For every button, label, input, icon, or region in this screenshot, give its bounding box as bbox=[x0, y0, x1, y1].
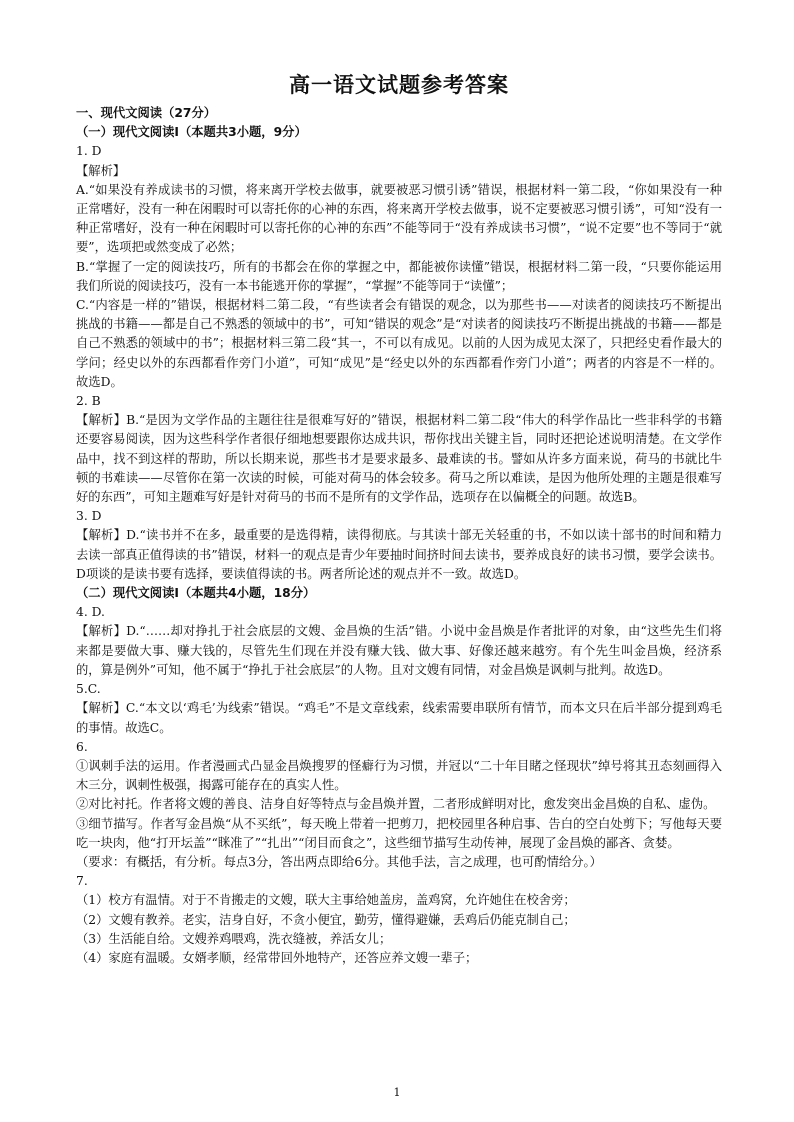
answer-line: 4. D. bbox=[76, 605, 105, 620]
answer-line: ①讽刺手法的运用。作者漫画式凸显金昌焕搜罗的怪癖行为习惯，并冠以“二十年目睹之怪现状”绰号将其丑态刻画得入木三分，讽刺性极强，揭露可能存在的真实人性。 bbox=[76, 758, 722, 793]
answer-line: 【解析】C.“本文以‘鸡毛’为线索”错误。“鸡毛”不是文章线索，线索需要串联所有情节，而本文只在后半部分提到鸡毛的事情。故选C。 bbox=[76, 701, 722, 735]
answer-line: 【解析】 bbox=[76, 163, 126, 178]
answer-line: 7. bbox=[76, 874, 88, 889]
answer-line: 一、现代文阅读（27分） bbox=[76, 106, 217, 120]
answer-line: （二）现代文阅读Ⅰ（本题共4小题，18分） bbox=[76, 586, 316, 601]
answer-body bbox=[76, 104, 722, 968]
answer-line: 6. bbox=[76, 739, 88, 754]
answer-line: ②对比衬托。作者将文嫂的善良、洁身自好等特点与金昌焕并置，二者形成鲜明对比，愈发突出金昌焕的自私、虚伪。 bbox=[76, 797, 716, 812]
answer-line: B.“掌握了一定的阅读技巧，所有的书都会在你的掌握之中，都能被你读懂”错误，根据材料二第一段，“只要你能运用我们所说的阅读技巧，没有一本书能逃开你的掌握”，“掌握”不能等同于“读懂”； bbox=[76, 259, 722, 293]
answer-line: 2. B bbox=[76, 394, 101, 409]
answer-line: ③细节描写。作者写金昌焕“从不买纸”，每天晚上带着一把剪刀，把校园里各种启事、告白的空白处剪下；写他每天要吃一块肉，他“打开坛盖”“眯准了”“扎出”“闭目而食之”，这些细节描写生动传神，展现了金昌焕的鄙吝、贪婪。 bbox=[76, 816, 722, 850]
answer-line: （1）校方有温情。对于不肯搬走的文嫂，联大主事给她盖房，盖鸡窝，允许她住在校舍旁； bbox=[76, 893, 576, 908]
answer-line: 【解析】B.“是因为文学作品的主题往往是很难写好的”错误，根据材料二第二段“伟大的科学作品比一些非科学的书籍还要容易阅读，因为这些科学作者很仔细地想要跟你达成共识，帮你找出关键主旨，同时还把论述说明清楚。在文学作品中，找不到这样的帮助，所以长期来说，那些书才是要求最多、最难读的书。譬如从许多方面来说，荷马的书就比牛顿的书难读——尽管你在第一次读的时候，可能对荷马的体会较多。荷马之所以难读，是因为他所处理的主题是很难写好的东西”，可知主题难写好是针对荷马的书而不是所有的文学作品，选项存在以偏概全的问题。故选B。 bbox=[76, 413, 722, 505]
answer-line: 3. D bbox=[76, 509, 102, 524]
answer-line: 1. D bbox=[76, 144, 102, 159]
answer-line: （4）家庭有温暖。女婿孝顺，经常带回外地特产，还答应养文嫂一辈子； bbox=[76, 950, 478, 965]
answer-line: （2）文嫂有教养。老实，洁身自好，不贪小便宜，勤劳，懂得避嫌，丢鸡后仍能克制自己； bbox=[76, 912, 576, 927]
answer-line: C.“内容是一样的”错误，根据材料二第二段，“有些读者会有错误的观念，以为那些书——对读者的阅读技巧不断提出挑战的书籍——都是自己不熟悉的领域中的书”，可知“错误的观念”是“对读者的阅读技巧不断提出挑战的书籍——都是自己不熟悉的领域中的书”；根据材料三第二段“其一，不可以有成见。以前的人因为成见太深了，只把经史看作最大的学问；经史以外的东西都看作旁门小道”，可知“成见”是“经史以外的东西都看作旁门小道”；两者的内容是不一样的。故选D。 bbox=[76, 298, 722, 389]
answer-line: 【解析】D.“……却对挣扎于社会底层的文嫂、金昌焕的生活”错。小说中金昌焕是作者批评的对象，由“这些先生们将来都是要做大事、赚大钱的，尽管先生们现在并没有赚大钱、做大事、好像还越来越穷。有个先生叫金昌焕，经济系的，算是例外”可知，他不属于“挣扎于社会底层”的人物。且对文嫂有同情，对金昌焕是讽刺与批判。故选D。 bbox=[76, 624, 722, 677]
page-number: 1 bbox=[393, 1086, 401, 1099]
answer-line: （一）现代文阅读Ⅰ（本题共3小题，9分） bbox=[76, 125, 307, 140]
answer-line: A.“如果没有养成读书的习惯，将来离开学校去做事，就要被恶习惯引诱”错误，根据材料一第二段，“你如果没有一种正常嗜好，没有一种在闲暇时可以寄托你的心神的东西，将来离开学校去做事，说不定要被恶习惯引诱”，可知“没有一种正常嗜好，没有一种在闲暇时可以寄托你的心神的东西”不能等同于“没有养成读书习惯”，“说不定要”也不等同于“就要”，选项把或然变成了必然； bbox=[76, 182, 722, 255]
page-title: 高一语文试题参考答案 bbox=[289, 73, 509, 97]
answer-line: （要求：有概括，有分析。每点3分，答出两点即给6分。其他手法，言之成理，也可酌情给分。） bbox=[76, 854, 602, 869]
answer-line: 5.C. bbox=[76, 682, 101, 697]
answer-sheet bbox=[76, 72, 722, 968]
answer-line: 【解析】D.“读书并不在多，最重要的是选得精，读得彻底。与其读十部无关轻重的书，不如以读十部书的时间和精力去读一部真正值得读的书”错误，材料一的观点是青少年要抽时间挤时间去读书，要养成良好的读书习惯，要学会读书。D项谈的是读书要有选择，要读值得读的书。两者所论述的观点并不一致。故选D。 bbox=[76, 528, 722, 581]
answer-line: （3）生活能自给。文嫂养鸡喂鸡，洗衣缝被，养活女儿； bbox=[76, 931, 392, 946]
